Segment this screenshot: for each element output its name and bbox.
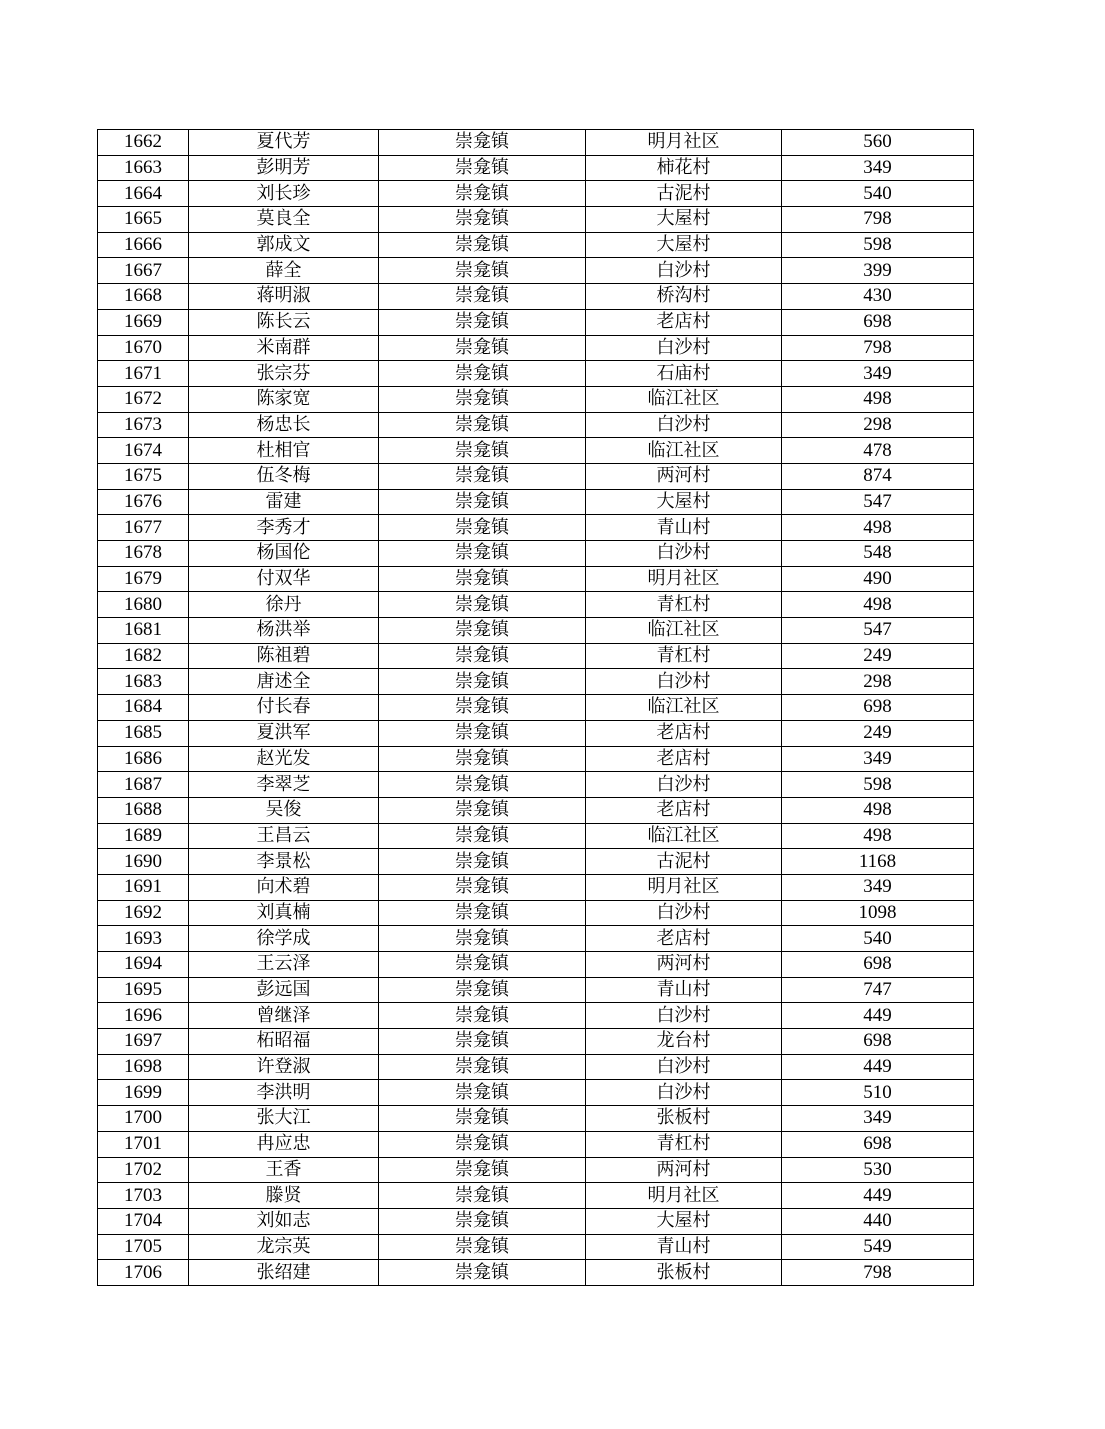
cell-amount: 490 [782, 566, 974, 592]
cell-village: 青杠村 [586, 643, 782, 669]
table-row [98, 849, 974, 875]
table-row [98, 1131, 974, 1157]
cell-amount: 530 [782, 1157, 974, 1183]
cell-name: 陈祖碧 [189, 643, 379, 669]
table-row [98, 258, 974, 284]
cell-amount: 698 [782, 952, 974, 978]
cell-village: 白沙村 [586, 335, 782, 361]
table-row [98, 643, 974, 669]
cell-town: 崇龛镇 [379, 1131, 586, 1157]
table-row [98, 669, 974, 695]
cell-serial-number: 1700 [98, 1106, 189, 1132]
cell-town: 崇龛镇 [379, 309, 586, 335]
cell-name: 吴俊 [189, 797, 379, 823]
table-row [98, 1003, 974, 1029]
table-row [98, 309, 974, 335]
cell-amount: 747 [782, 977, 974, 1003]
table-row [98, 489, 974, 515]
cell-name: 徐学成 [189, 926, 379, 952]
cell-town: 崇龛镇 [379, 720, 586, 746]
cell-town: 崇龛镇 [379, 1157, 586, 1183]
cell-name: 刘真楠 [189, 900, 379, 926]
cell-serial-number: 1694 [98, 952, 189, 978]
table-row [98, 746, 974, 772]
cell-amount: 798 [782, 335, 974, 361]
table-row [98, 1234, 974, 1260]
cell-amount: 698 [782, 695, 974, 721]
cell-serial-number: 1689 [98, 823, 189, 849]
cell-name: 伍冬梅 [189, 463, 379, 489]
cell-amount: 349 [782, 155, 974, 181]
cell-village: 明月社区 [586, 1183, 782, 1209]
cell-town: 崇龛镇 [379, 772, 586, 798]
cell-serial-number: 1697 [98, 1029, 189, 1055]
cell-town: 崇龛镇 [379, 541, 586, 567]
cell-name: 张绍建 [189, 1260, 379, 1286]
cell-town: 崇龛镇 [379, 1029, 586, 1055]
cell-amount: 449 [782, 1054, 974, 1080]
cell-serial-number: 1687 [98, 772, 189, 798]
cell-name: 王昌云 [189, 823, 379, 849]
cell-serial-number: 1676 [98, 489, 189, 515]
cell-amount: 298 [782, 412, 974, 438]
cell-town: 崇龛镇 [379, 1260, 586, 1286]
cell-amount: 548 [782, 541, 974, 567]
table-row [98, 130, 974, 156]
cell-town: 崇龛镇 [379, 232, 586, 258]
cell-town: 崇龛镇 [379, 592, 586, 618]
cell-town: 崇龛镇 [379, 130, 586, 156]
cell-name: 李秀才 [189, 515, 379, 541]
table-row [98, 695, 974, 721]
cell-name: 雷建 [189, 489, 379, 515]
cell-village: 桥沟村 [586, 284, 782, 310]
cell-village: 明月社区 [586, 874, 782, 900]
cell-village: 青山村 [586, 977, 782, 1003]
cell-town: 崇龛镇 [379, 797, 586, 823]
cell-amount: 547 [782, 618, 974, 644]
cell-serial-number: 1677 [98, 515, 189, 541]
cell-village: 古泥村 [586, 181, 782, 207]
table-row [98, 900, 974, 926]
cell-village: 临江社区 [586, 695, 782, 721]
cell-town: 崇龛镇 [379, 412, 586, 438]
cell-serial-number: 1664 [98, 181, 189, 207]
cell-village: 两河村 [586, 952, 782, 978]
cell-town: 崇龛镇 [379, 695, 586, 721]
cell-serial-number: 1667 [98, 258, 189, 284]
cell-village: 白沙村 [586, 258, 782, 284]
cell-name: 郭成文 [189, 232, 379, 258]
cell-town: 崇龛镇 [379, 335, 586, 361]
cell-village: 两河村 [586, 463, 782, 489]
cell-serial-number: 1669 [98, 309, 189, 335]
cell-amount: 449 [782, 1183, 974, 1209]
cell-town: 崇龛镇 [379, 207, 586, 233]
cell-amount: 540 [782, 181, 974, 207]
cell-name: 陈家宽 [189, 386, 379, 412]
cell-town: 崇龛镇 [379, 1080, 586, 1106]
cell-town: 崇龛镇 [379, 515, 586, 541]
cell-town: 崇龛镇 [379, 952, 586, 978]
cell-amount: 440 [782, 1208, 974, 1234]
cell-amount: 349 [782, 746, 974, 772]
cell-town: 崇龛镇 [379, 181, 586, 207]
cell-amount: 549 [782, 1234, 974, 1260]
cell-village: 白沙村 [586, 1080, 782, 1106]
cell-town: 崇龛镇 [379, 1234, 586, 1260]
cell-serial-number: 1683 [98, 669, 189, 695]
cell-amount: 798 [782, 207, 974, 233]
cell-serial-number: 1665 [98, 207, 189, 233]
cell-name: 蒋明淑 [189, 284, 379, 310]
cell-serial-number: 1678 [98, 541, 189, 567]
cell-village: 两河村 [586, 1157, 782, 1183]
cell-amount: 1098 [782, 900, 974, 926]
cell-serial-number: 1706 [98, 1260, 189, 1286]
cell-serial-number: 1671 [98, 361, 189, 387]
cell-amount: 430 [782, 284, 974, 310]
cell-village: 白沙村 [586, 900, 782, 926]
cell-village: 老店村 [586, 720, 782, 746]
cell-serial-number: 1691 [98, 874, 189, 900]
cell-name: 滕贤 [189, 1183, 379, 1209]
table-row [98, 952, 974, 978]
cell-name: 冉应忠 [189, 1131, 379, 1157]
table-row [98, 412, 974, 438]
cell-serial-number: 1688 [98, 797, 189, 823]
cell-name: 夏洪军 [189, 720, 379, 746]
table-row [98, 207, 974, 233]
cell-amount: 874 [782, 463, 974, 489]
cell-name: 刘长珍 [189, 181, 379, 207]
table-row [98, 1054, 974, 1080]
table-row [98, 1080, 974, 1106]
table-row [98, 797, 974, 823]
cell-amount: 349 [782, 361, 974, 387]
cell-serial-number: 1704 [98, 1208, 189, 1234]
cell-town: 崇龛镇 [379, 489, 586, 515]
cell-village: 青山村 [586, 1234, 782, 1260]
cell-name: 杨洪举 [189, 618, 379, 644]
cell-village: 大屋村 [586, 489, 782, 515]
cell-name: 许登淑 [189, 1054, 379, 1080]
cell-amount: 449 [782, 1003, 974, 1029]
cell-amount: 547 [782, 489, 974, 515]
cell-village: 临江社区 [586, 386, 782, 412]
cell-name: 李翠芝 [189, 772, 379, 798]
table-row [98, 1208, 974, 1234]
cell-village: 临江社区 [586, 618, 782, 644]
cell-serial-number: 1685 [98, 720, 189, 746]
cell-amount: 698 [782, 309, 974, 335]
table-row [98, 335, 974, 361]
cell-serial-number: 1686 [98, 746, 189, 772]
cell-amount: 598 [782, 772, 974, 798]
cell-village: 白沙村 [586, 412, 782, 438]
cell-town: 崇龛镇 [379, 1106, 586, 1132]
table-row [98, 618, 974, 644]
cell-serial-number: 1681 [98, 618, 189, 644]
cell-amount: 498 [782, 823, 974, 849]
cell-serial-number: 1690 [98, 849, 189, 875]
cell-village: 白沙村 [586, 1003, 782, 1029]
cell-serial-number: 1675 [98, 463, 189, 489]
cell-serial-number: 1682 [98, 643, 189, 669]
cell-village: 龙台村 [586, 1029, 782, 1055]
cell-town: 崇龛镇 [379, 258, 586, 284]
cell-town: 崇龛镇 [379, 463, 586, 489]
cell-town: 崇龛镇 [379, 849, 586, 875]
cell-serial-number: 1695 [98, 977, 189, 1003]
cell-town: 崇龛镇 [379, 1003, 586, 1029]
table-row [98, 1106, 974, 1132]
cell-name: 杨国伦 [189, 541, 379, 567]
table-row [98, 1029, 974, 1055]
cell-village: 白沙村 [586, 541, 782, 567]
cell-name: 付双华 [189, 566, 379, 592]
cell-amount: 298 [782, 669, 974, 695]
cell-name: 李景松 [189, 849, 379, 875]
cell-village: 老店村 [586, 797, 782, 823]
cell-serial-number: 1702 [98, 1157, 189, 1183]
table-row [98, 977, 974, 1003]
cell-amount: 1168 [782, 849, 974, 875]
cell-village: 大屋村 [586, 1208, 782, 1234]
table-row [98, 155, 974, 181]
cell-name: 唐述全 [189, 669, 379, 695]
table-row [98, 1157, 974, 1183]
cell-name: 向术碧 [189, 874, 379, 900]
cell-village: 大屋村 [586, 232, 782, 258]
table-row [98, 181, 974, 207]
table-row [98, 232, 974, 258]
cell-village: 临江社区 [586, 438, 782, 464]
cell-village: 临江社区 [586, 823, 782, 849]
cell-town: 崇龛镇 [379, 746, 586, 772]
cell-village: 青杠村 [586, 1131, 782, 1157]
cell-town: 崇龛镇 [379, 1208, 586, 1234]
cell-name: 夏代芳 [189, 130, 379, 156]
cell-name: 陈长云 [189, 309, 379, 335]
cell-amount: 698 [782, 1029, 974, 1055]
cell-town: 崇龛镇 [379, 643, 586, 669]
cell-amount: 798 [782, 1260, 974, 1286]
cell-town: 崇龛镇 [379, 669, 586, 695]
cell-village: 古泥村 [586, 849, 782, 875]
cell-village: 白沙村 [586, 1054, 782, 1080]
cell-serial-number: 1692 [98, 900, 189, 926]
cell-name: 刘如志 [189, 1208, 379, 1234]
table-row [98, 592, 974, 618]
cell-name: 张大江 [189, 1106, 379, 1132]
cell-serial-number: 1672 [98, 386, 189, 412]
table-row [98, 1260, 974, 1286]
cell-village: 柿花村 [586, 155, 782, 181]
cell-amount: 498 [782, 592, 974, 618]
cell-serial-number: 1684 [98, 695, 189, 721]
cell-name: 李洪明 [189, 1080, 379, 1106]
cell-serial-number: 1705 [98, 1234, 189, 1260]
cell-serial-number: 1693 [98, 926, 189, 952]
cell-amount: 349 [782, 874, 974, 900]
cell-amount: 560 [782, 130, 974, 156]
cell-town: 崇龛镇 [379, 566, 586, 592]
cell-town: 崇龛镇 [379, 155, 586, 181]
cell-amount: 498 [782, 797, 974, 823]
cell-amount: 540 [782, 926, 974, 952]
cell-amount: 349 [782, 1106, 974, 1132]
cell-serial-number: 1666 [98, 232, 189, 258]
cell-amount: 598 [782, 232, 974, 258]
table-row [98, 874, 974, 900]
cell-serial-number: 1663 [98, 155, 189, 181]
cell-village: 张板村 [586, 1260, 782, 1286]
table-row [98, 566, 974, 592]
cell-village: 张板村 [586, 1106, 782, 1132]
table-row [98, 386, 974, 412]
cell-name: 王香 [189, 1157, 379, 1183]
recipient-table [97, 129, 974, 1286]
cell-village: 明月社区 [586, 566, 782, 592]
cell-village: 白沙村 [586, 772, 782, 798]
cell-village: 青山村 [586, 515, 782, 541]
cell-village: 老店村 [586, 926, 782, 952]
cell-serial-number: 1679 [98, 566, 189, 592]
cell-amount: 510 [782, 1080, 974, 1106]
table-row [98, 541, 974, 567]
cell-town: 崇龛镇 [379, 284, 586, 310]
cell-name: 莫良全 [189, 207, 379, 233]
cell-amount: 249 [782, 720, 974, 746]
cell-serial-number: 1670 [98, 335, 189, 361]
cell-town: 崇龛镇 [379, 438, 586, 464]
cell-village: 石庙村 [586, 361, 782, 387]
cell-town: 崇龛镇 [379, 618, 586, 644]
cell-name: 彭远国 [189, 977, 379, 1003]
cell-name: 张宗芬 [189, 361, 379, 387]
cell-amount: 249 [782, 643, 974, 669]
cell-name: 龙宗英 [189, 1234, 379, 1260]
cell-town: 崇龛镇 [379, 926, 586, 952]
cell-name: 彭明芳 [189, 155, 379, 181]
table-row [98, 284, 974, 310]
cell-serial-number: 1703 [98, 1183, 189, 1209]
table-row [98, 463, 974, 489]
table-row [98, 515, 974, 541]
table-row [98, 823, 974, 849]
cell-serial-number: 1662 [98, 130, 189, 156]
cell-serial-number: 1696 [98, 1003, 189, 1029]
cell-serial-number: 1668 [98, 284, 189, 310]
cell-name: 薛全 [189, 258, 379, 284]
cell-serial-number: 1701 [98, 1131, 189, 1157]
table-row [98, 361, 974, 387]
table-row [98, 1183, 974, 1209]
cell-amount: 399 [782, 258, 974, 284]
cell-amount: 498 [782, 515, 974, 541]
table-row [98, 438, 974, 464]
table-row [98, 926, 974, 952]
cell-serial-number: 1699 [98, 1080, 189, 1106]
table-body [98, 130, 974, 1286]
cell-amount: 498 [782, 386, 974, 412]
cell-village: 大屋村 [586, 207, 782, 233]
cell-village: 老店村 [586, 746, 782, 772]
cell-serial-number: 1674 [98, 438, 189, 464]
cell-town: 崇龛镇 [379, 977, 586, 1003]
cell-town: 崇龛镇 [379, 823, 586, 849]
cell-town: 崇龛镇 [379, 1054, 586, 1080]
cell-name: 杨忠长 [189, 412, 379, 438]
table-row [98, 772, 974, 798]
cell-amount: 698 [782, 1131, 974, 1157]
cell-name: 赵光发 [189, 746, 379, 772]
cell-serial-number: 1698 [98, 1054, 189, 1080]
cell-name: 付长春 [189, 695, 379, 721]
cell-amount: 478 [782, 438, 974, 464]
cell-name: 杜相官 [189, 438, 379, 464]
cell-name: 米南群 [189, 335, 379, 361]
document-table-container [97, 129, 973, 1286]
cell-town: 崇龛镇 [379, 386, 586, 412]
cell-name: 曾继泽 [189, 1003, 379, 1029]
cell-name: 王云泽 [189, 952, 379, 978]
cell-name: 徐丹 [189, 592, 379, 618]
cell-village: 明月社区 [586, 130, 782, 156]
cell-village: 青杠村 [586, 592, 782, 618]
cell-serial-number: 1680 [98, 592, 189, 618]
cell-village: 白沙村 [586, 669, 782, 695]
cell-town: 崇龛镇 [379, 361, 586, 387]
cell-name: 柘昭福 [189, 1029, 379, 1055]
cell-town: 崇龛镇 [379, 874, 586, 900]
table-row [98, 720, 974, 746]
cell-village: 老店村 [586, 309, 782, 335]
cell-town: 崇龛镇 [379, 900, 586, 926]
cell-serial-number: 1673 [98, 412, 189, 438]
cell-town: 崇龛镇 [379, 1183, 586, 1209]
